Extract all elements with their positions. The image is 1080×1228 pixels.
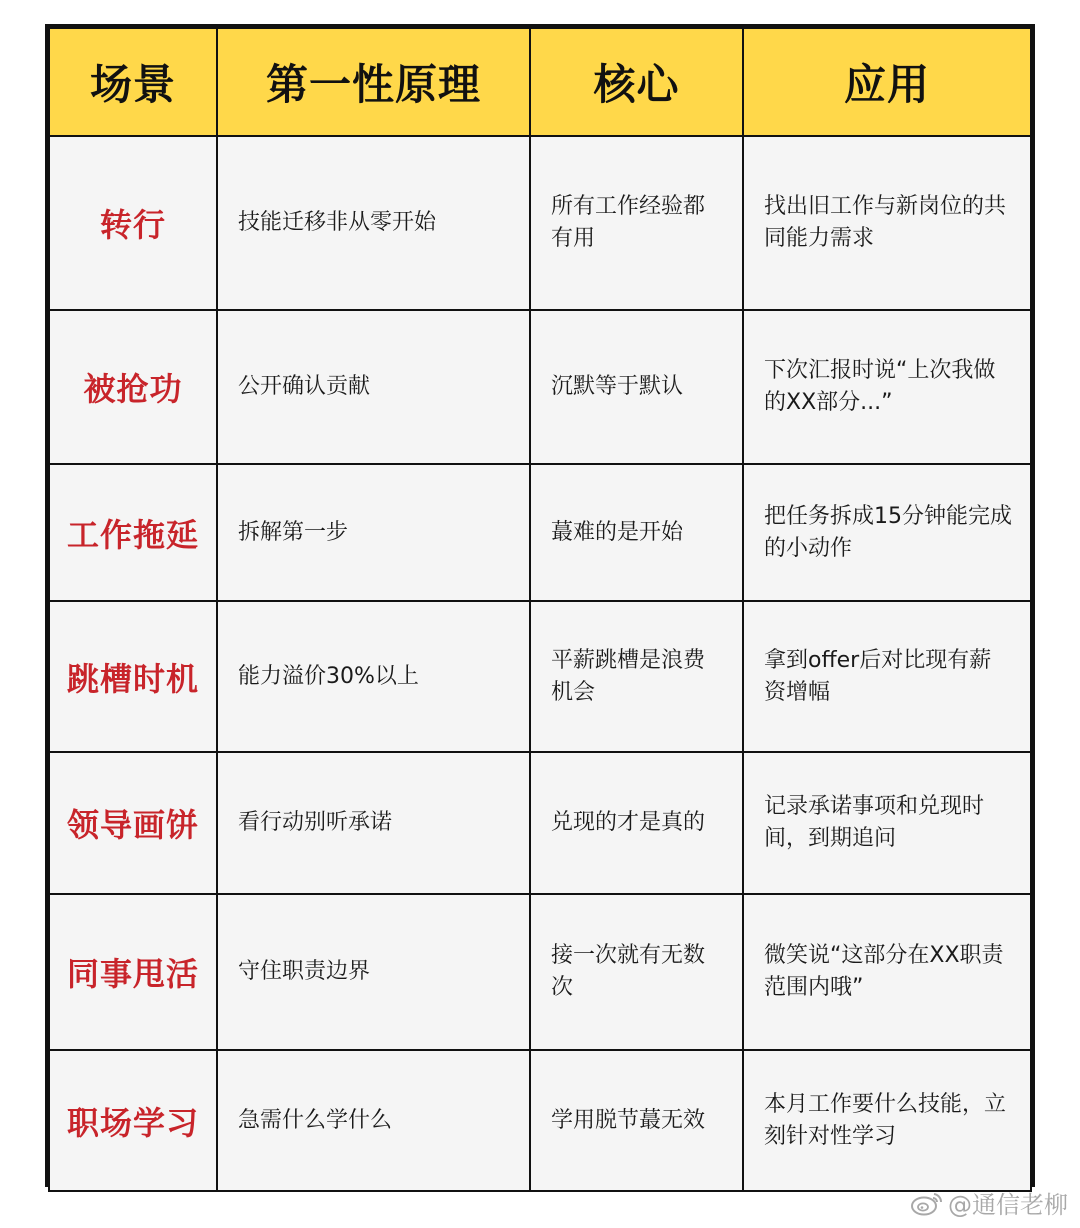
table-row [49,601,1031,752]
principle-cell: 技能迁移非从零开始 [217,136,530,310]
core-cell: 沉默等于默认 [530,310,743,464]
application-cell: 微笑说“这部分在XX职责范围内哦” [743,894,1031,1050]
scenario-table [48,27,1032,1192]
table-row [49,1050,1031,1191]
core-cell: 平薪跳槽是浪费机会 [530,601,743,752]
core-cell: 学用脱节蕞无效 [530,1050,743,1191]
scene-cell: 同事甩活 [49,894,217,1050]
application-cell: 找出旧工作与新岗位的共同能力需求 [743,136,1031,310]
principle-cell: 拆解第一步 [217,464,530,601]
header-application: 应用 [743,28,1031,136]
principle-cell: 守住职责边界 [217,894,530,1050]
header-first-principle: 第一性原理 [217,28,530,136]
scene-cell: 职场学习 [49,1050,217,1191]
watermark [910,1185,1068,1220]
core-cell: 兑现的才是真的 [530,752,743,894]
scene-cell: 工作拖延 [49,464,217,601]
scene-cell: 领导画饼 [49,752,217,894]
core-cell: 所有工作经验都有用 [530,136,743,310]
header-scene: 场景 [49,28,217,136]
header-core: 核心 [530,28,743,136]
weibo-icon [910,1190,944,1216]
application-cell: 本月工作要什么技能，立刻针对性学习 [743,1050,1031,1191]
application-cell: 拿到offer后对比现有薪资增幅 [743,601,1031,752]
table-row [49,752,1031,894]
table-row [49,310,1031,464]
table-row [49,464,1031,601]
principle-cell: 急需什么学什么 [217,1050,530,1191]
principle-cell: 看行动别听承诺 [217,752,530,894]
core-cell: 接一次就有无数次 [530,894,743,1050]
table-header-row [49,28,1031,136]
scene-cell: 跳槽时机 [49,601,217,752]
watermark-text: @通信老柳 [948,1191,1068,1219]
application-cell: 把任务拆成15分钟能完成的小动作 [743,464,1031,601]
application-cell: 下次汇报时说“上次我做的XX部分...” [743,310,1031,464]
scene-cell: 被抢功 [49,310,217,464]
scene-cell: 转行 [49,136,217,310]
application-cell: 记录承诺事项和兑现时间，到期追问 [743,752,1031,894]
table-row [49,136,1031,310]
table-row [49,894,1031,1050]
principle-cell: 能力溢价30%以上 [217,601,530,752]
principle-cell: 公开确认贡献 [217,310,530,464]
core-cell: 蕞难的是开始 [530,464,743,601]
scenario-table-container [45,24,1035,1187]
